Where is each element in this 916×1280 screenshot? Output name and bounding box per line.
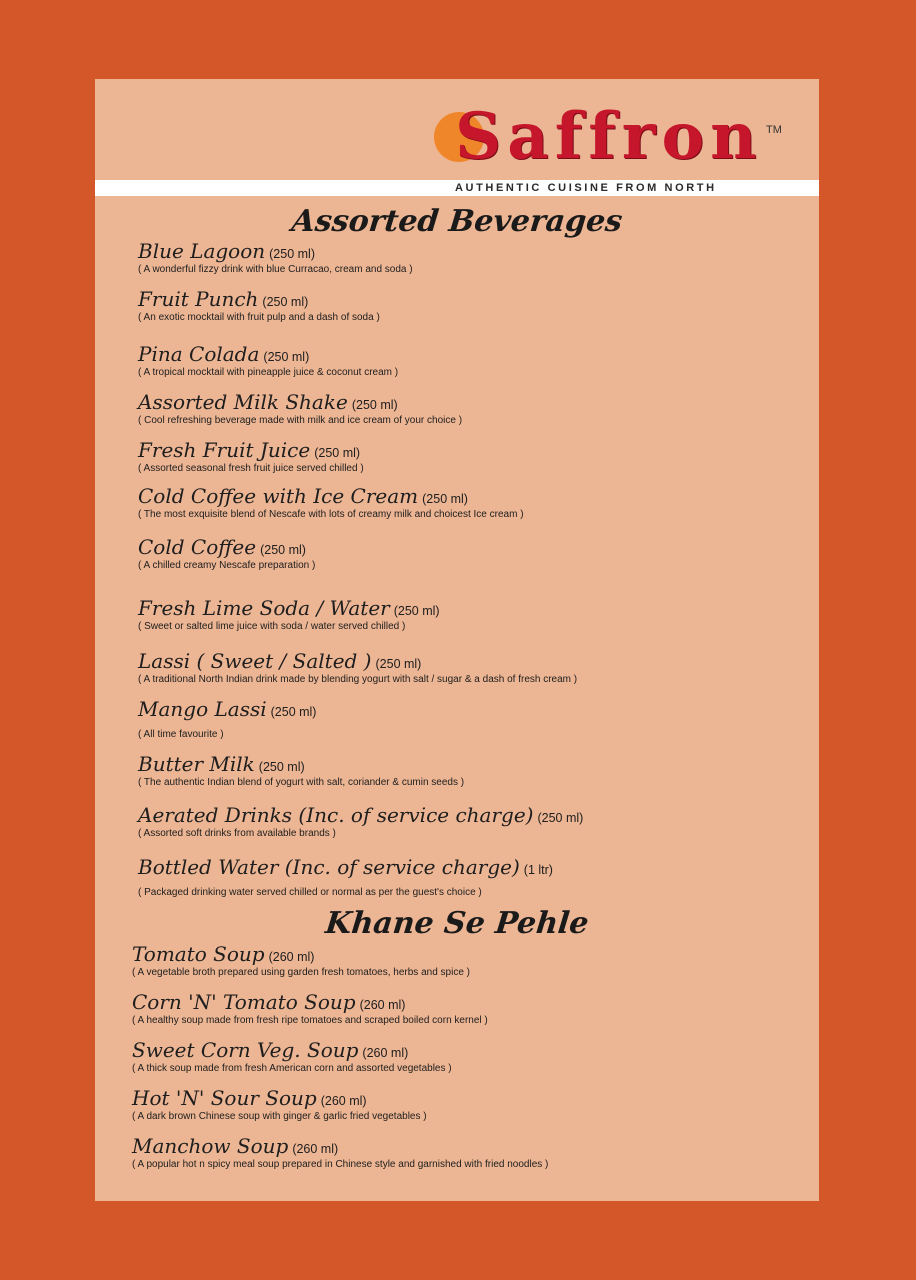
- item-name: Fresh Lime Soda / Water: [138, 596, 390, 620]
- item-name: Mango Lassi: [138, 697, 267, 721]
- item-name: Pina Colada: [138, 342, 260, 366]
- item-description: ( Assorted soft drinks from available brands ): [138, 828, 336, 839]
- menu-item: [138, 392, 462, 426]
- item-name: Tomato Soup: [132, 942, 265, 966]
- item-description: ( Sweet or salted lime juice with soda / water served chilled ): [138, 621, 406, 632]
- menu-item: [138, 289, 380, 323]
- menu-item: [138, 651, 577, 685]
- item-quantity: (260 ml): [292, 1142, 339, 1156]
- trademark-mark: TM: [766, 124, 782, 136]
- item-quantity: (250 ml): [351, 398, 398, 412]
- item-description: ( A healthy soup made from fresh ripe tomatoes and scraped boiled corn kernel ): [132, 1015, 488, 1026]
- item-name: Corn 'N' Tomato Soup: [132, 990, 356, 1014]
- menu-item: [138, 857, 553, 898]
- item-quantity: (260 ml): [268, 950, 315, 964]
- menu-item: [138, 598, 440, 632]
- item-description: ( A wonderful fizzy drink with blue Curracao, cream and soda ): [138, 264, 413, 275]
- menu-page: [95, 79, 819, 1201]
- brand-logo: Saffron: [455, 99, 763, 174]
- item-description: ( The authentic Indian blend of yogurt with salt, coriander & cumin seeds ): [138, 777, 465, 788]
- menu-item: [138, 754, 464, 788]
- item-name: Butter Milk: [138, 752, 255, 776]
- item-description: ( A popular hot n spicy meal soup prepared in Chinese style and garnished with fried noodles ): [132, 1159, 549, 1170]
- item-name: Fruit Punch: [138, 287, 259, 311]
- menu-item: [132, 1088, 427, 1122]
- menu-item: [138, 344, 398, 378]
- menu-item: [132, 1136, 548, 1170]
- item-quantity: (250 ml): [269, 247, 315, 261]
- menu-item: [138, 241, 413, 275]
- section-title-beverages: Assorted Beverages: [289, 204, 625, 239]
- item-quantity: (250 ml): [260, 543, 306, 557]
- item-name: Assorted Milk Shake: [138, 390, 348, 414]
- item-description: ( Assorted seasonal fresh fruit juice served chilled ): [138, 463, 364, 474]
- menu-item: [138, 486, 524, 520]
- item-quantity: (250 ml): [393, 604, 440, 618]
- item-name: Sweet Corn Veg. Soup: [132, 1038, 359, 1062]
- menu-item: [132, 944, 470, 978]
- item-quantity: (250 ml): [375, 657, 422, 671]
- item-description: ( An exotic mocktail with fruit pulp and a dash of soda ): [138, 312, 380, 323]
- item-name: Blue Lagoon: [138, 239, 266, 263]
- menu-item: [138, 699, 316, 740]
- item-name: Aerated Drinks (Inc. of service charge): [138, 803, 534, 827]
- item-name: Cold Coffee with Ice Cream: [138, 484, 419, 508]
- item-name: Hot 'N' Sour Soup: [132, 1086, 317, 1110]
- item-quantity: (250 ml): [258, 760, 305, 774]
- item-name: Bottled Water (Inc. of service charge): [138, 855, 520, 879]
- item-quantity: (260 ml): [362, 1046, 409, 1060]
- item-quantity: (250 ml): [314, 446, 361, 460]
- item-name: Fresh Fruit Juice: [138, 438, 311, 462]
- item-description: ( Packaged drinking water served chilled or normal as per the guest's choice ): [138, 887, 482, 898]
- item-name: Cold Coffee: [138, 535, 257, 559]
- item-quantity: (250 ml): [263, 350, 310, 364]
- item-description: ( All time favourite ): [138, 729, 224, 740]
- item-quantity: (250 ml): [537, 811, 584, 825]
- item-quantity: (250 ml): [262, 295, 309, 309]
- item-name: Manchow Soup: [132, 1134, 289, 1158]
- menu-item: [132, 1040, 452, 1074]
- item-quantity: (250 ml): [422, 492, 468, 506]
- brand-tagline: AUTHENTIC CUISINE FROM NORTH: [455, 182, 717, 194]
- item-quantity: (260 ml): [359, 998, 406, 1012]
- item-description: ( A chilled creamy Nescafe preparation ): [138, 560, 316, 571]
- item-quantity: (250 ml): [270, 705, 317, 719]
- menu-item: [138, 805, 583, 839]
- menu-item: [138, 537, 315, 571]
- item-quantity: (260 ml): [320, 1094, 367, 1108]
- menu-item: [132, 992, 488, 1026]
- item-description: ( A tropical mocktail with pineapple juice & coconut cream ): [138, 367, 399, 378]
- item-description: ( A thick soup made from fresh American corn and assorted vegetables ): [132, 1063, 452, 1074]
- item-name: Lassi ( Sweet / Salted ): [138, 649, 372, 673]
- item-description: ( A dark brown Chinese soup with ginger & garlic fried vegetables ): [132, 1111, 427, 1122]
- item-description: ( The most exquisite blend of Nescafe with lots of creamy milk and choicest Ice cream ): [138, 509, 524, 520]
- section-title-soups: Khane Se Pehle: [323, 906, 591, 941]
- menu-item: [138, 440, 364, 474]
- item-description: ( Cool refreshing beverage made with milk and ice cream of your choice ): [138, 415, 463, 426]
- item-quantity: (1 ltr): [523, 863, 553, 877]
- item-description: ( A traditional North Indian drink made by blending yogurt with salt / sugar & a dash of fresh cream ): [138, 674, 578, 685]
- item-description: ( A vegetable broth prepared using garden fresh tomatoes, herbs and spice ): [132, 967, 470, 978]
